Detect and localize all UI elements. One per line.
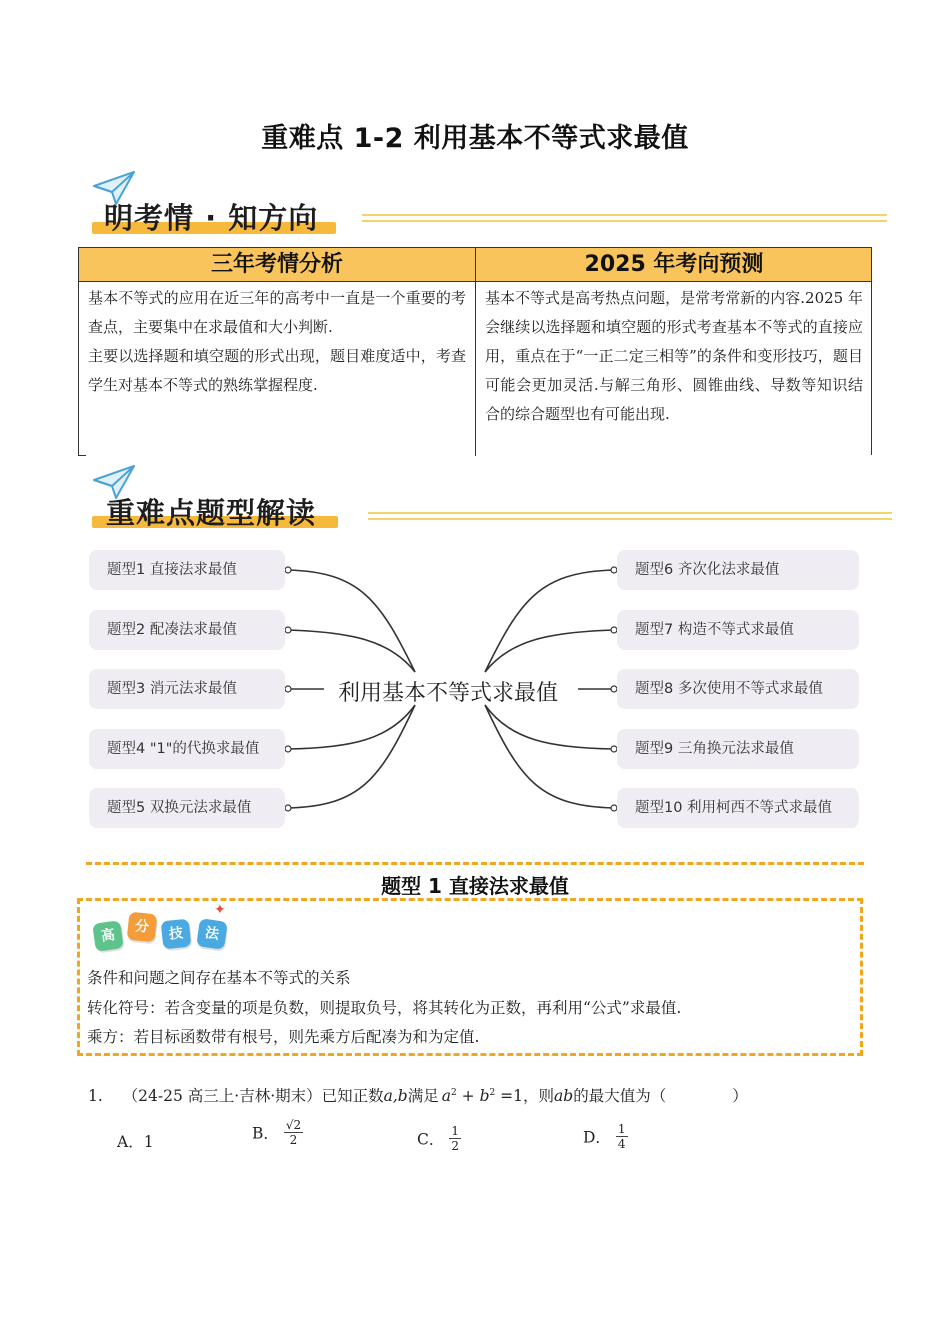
badge-fen: 分 xyxy=(127,912,158,943)
question-tail: 的最大值为（ xyxy=(573,1087,667,1105)
option-fraction xyxy=(449,1124,461,1153)
option-label: D． xyxy=(583,1128,611,1147)
fraction-denominator: 2 xyxy=(451,1139,459,1153)
exam-analysis-table xyxy=(78,247,872,455)
option-fraction xyxy=(284,1118,303,1147)
tip-line: 乘方：若目标函数带有根号，则先乘方后配凑为和为定值. xyxy=(87,1028,480,1046)
question-source: （24-25 高三上·吉林·期末）已知正数 xyxy=(122,1087,384,1105)
fraction-numerator: 1 xyxy=(451,1124,459,1138)
section-rule xyxy=(368,512,892,514)
mindmap-left-item: 题型3 消元法求最值 xyxy=(89,669,285,709)
mindmap-right-item: 题型10 利用柯西不等式求最值 xyxy=(617,788,859,828)
eq-a: a xyxy=(441,1087,451,1105)
section-heading-types: 重难点题型解读 xyxy=(106,496,317,530)
page-title: 重难点 1-2 利用基本不等式求最值 xyxy=(261,123,689,154)
badge-fa: 法 xyxy=(196,918,228,950)
fraction-denominator: 4 xyxy=(617,1137,626,1151)
eq-exp-b: 2 xyxy=(489,1087,496,1098)
option-c[interactable] xyxy=(417,1124,461,1153)
option-label: C． xyxy=(417,1130,445,1149)
question-1 xyxy=(88,1084,748,1106)
section-rule xyxy=(368,518,892,520)
mindmap-right-item: 题型7 构造不等式求最值 xyxy=(617,610,859,650)
mindmap-right-item: 题型9 三角换元法求最值 xyxy=(617,729,859,769)
badge-gao: 高 xyxy=(92,920,124,952)
question-number: 1. xyxy=(88,1087,103,1105)
eq-equals: =1，则 xyxy=(495,1087,555,1105)
option-d[interactable] xyxy=(583,1122,628,1151)
dashed-divider xyxy=(86,862,864,865)
table-corner-line xyxy=(78,455,86,456)
badge-ji: 技 xyxy=(161,919,192,950)
table-cell-analysis: 基本不等式的应用在近三年的高考中一直是一个重要的考查点，主要集中在求最值和大小判断. 主要以选择题和填空题的形式出现，题目难度适中，考查学生对基本不等式的熟练掌握程度. xyxy=(88,289,466,394)
tip-line: 转化符号：若含变量的项是负数，则提取负号，将其转化为正数，再利用“公式”求最值. xyxy=(87,999,682,1017)
fraction-numerator: √2 xyxy=(285,1118,302,1132)
option-label: B． xyxy=(252,1124,279,1143)
mindmap-left-item: 题型4 "1"的代换求最值 xyxy=(89,729,285,769)
fraction-denominator: 2 xyxy=(289,1133,298,1147)
eq-exp-a: 2 xyxy=(451,1087,457,1098)
mindmap-left-item: 题型5 双换元法求最值 xyxy=(89,788,285,828)
section-rule xyxy=(362,214,887,216)
mindmap-left-item: 题型1 直接法求最值 xyxy=(89,550,285,590)
section-heading-exam-analysis: 明考情 · 知方向 xyxy=(104,201,319,235)
option-label: A． xyxy=(117,1133,144,1151)
mindmap-right-item: 题型6 齐次化法求最值 xyxy=(617,550,859,590)
table-cell-prediction: 基本不等式是高考热点问题，是常考常新的内容.2025 年会继续以选择题和填空题的形式考查基本不等式的直接应用，重点在于“一正二定三相等”的条件和变形技巧，题目可能会更加灵活.与解三角形、圆锥曲线、导数等知识结合的综合题型也有可能出现. xyxy=(485,289,863,423)
table-divider xyxy=(475,248,476,456)
eq-plus: + xyxy=(456,1087,480,1105)
tip-line: 条件和问题之间存在基本不等式的关系 xyxy=(87,969,351,987)
section-rule xyxy=(362,220,887,222)
fraction-numerator: 1 xyxy=(617,1122,626,1136)
mindmap-right-item: 题型8 多次使用不等式求最值 xyxy=(617,669,859,709)
mindmap-center: 利用基本不等式求最值 xyxy=(338,681,559,706)
table-header-cell: 2025 年考向预测 xyxy=(584,252,764,277)
question-vars: a,b xyxy=(383,1087,408,1105)
option-fraction xyxy=(616,1122,628,1151)
option-value: 1 xyxy=(143,1133,154,1151)
question-target: ab xyxy=(554,1087,574,1105)
table-header-cell: 三年考情分析 xyxy=(210,252,343,277)
type1-title: 题型 1 直接法求最值 xyxy=(381,874,569,898)
option-a[interactable] xyxy=(117,1130,154,1152)
sparkle-icon: ✦ xyxy=(214,902,226,918)
question-close: ） xyxy=(732,1087,748,1105)
eq-b: b xyxy=(479,1087,490,1105)
question-mid: 满足 xyxy=(407,1087,439,1105)
option-b[interactable] xyxy=(252,1118,303,1147)
mindmap-left-item: 题型2 配凑法求最值 xyxy=(89,610,285,650)
